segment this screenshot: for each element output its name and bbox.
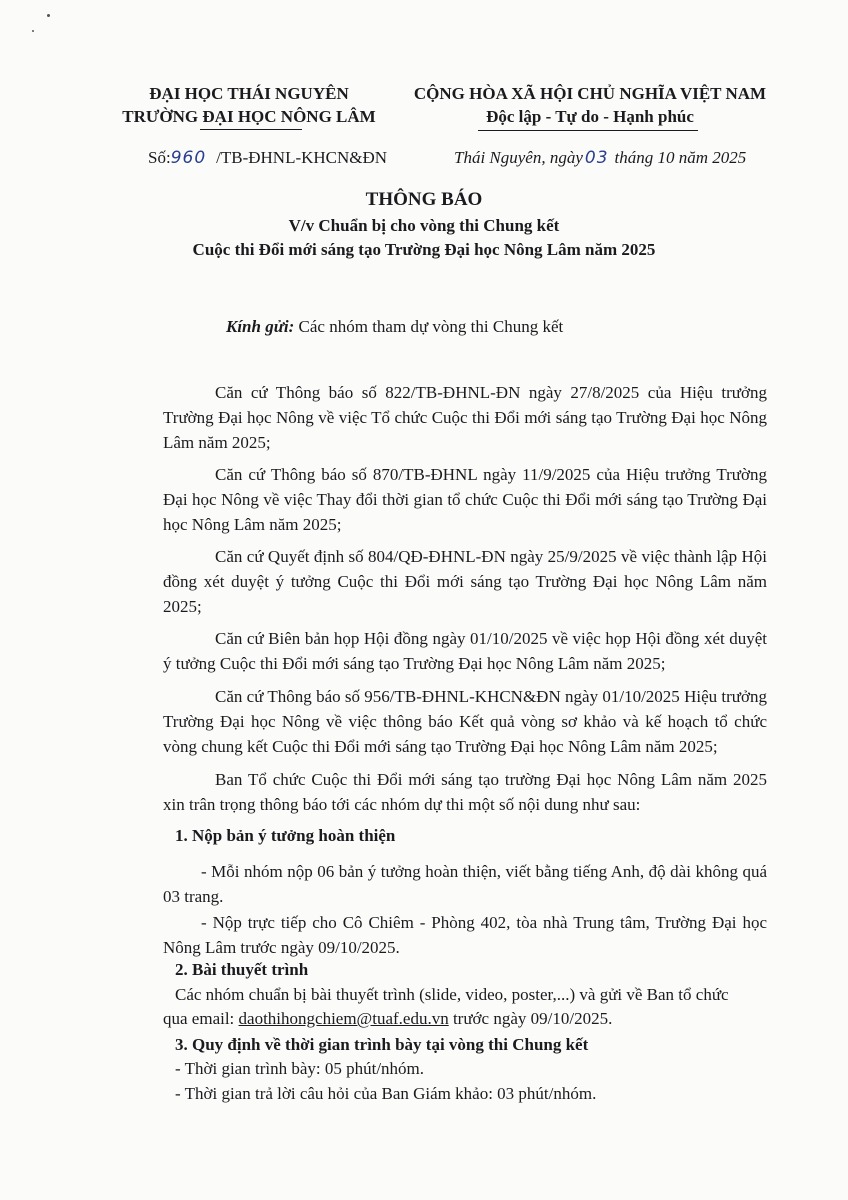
paragraph-basis-4: Căn cứ Biên bản họp Hội đồng ngày 01/10/2025 về việc họp Hội đồng xét duyệt ý tưởng Cuộc thi Đổi mới sáng tạo Trường Đại học Nông Lâm năm 2025; xyxy=(163,629,767,673)
national-title: CỘNG HÒA XÃ HỘI CHỦ NGHĨA VIỆT NAM xyxy=(413,84,767,103)
place-date-suffix: tháng 10 năm 2025 xyxy=(614,148,747,167)
paragraph-basis-5: Căn cứ Thông báo số 956/TB-ĐHNL-KHCN&ĐN ngày 01/10/2025 Hiệu trưởng Trường Đại học Nông về việc thông báo Kết quả vòng sơ khảo và kế hoạch tổ chức vòng chung kết Cuộc thi Đổi mới sáng tạo Trường Đại học Nông Lâm năm 2025; xyxy=(163,687,767,756)
org-parent: ĐẠI HỌC THÁI NGUYÊN xyxy=(149,84,349,103)
section-3-item-1: - Thời gian trình bày: 05 phút/nhóm. xyxy=(175,1059,425,1078)
section-1-heading: 1. Nộp bản ý tưởng hoàn thiện xyxy=(175,826,396,845)
email-suffix: trước ngày 09/10/2025. xyxy=(452,1009,613,1028)
org-name-underline xyxy=(200,129,302,130)
paragraph-basis-2: Căn cứ Thông báo số 870/TB-ĐHNL ngày 11/9/2025 của Hiệu trưởng Trường Đại học Nông về việc Thay đổi thời gian tổ chức Cuộc thi Đổi mới sáng tạo Trường Đại học Nông Lâm năm 2025; xyxy=(163,465,767,534)
section-3-item-2: - Thời gian trả lời câu hỏi của Ban Giám khảo: 03 phút/nhóm. xyxy=(175,1084,597,1103)
motto-underline xyxy=(478,130,698,131)
document-subject-line2: Cuộc thi Đổi mới sáng tạo Trường Đại học Nông Lâm năm 2025 xyxy=(192,240,656,259)
number-prefix: Số: xyxy=(148,148,171,167)
section-2-heading: 2. Bài thuyết trình xyxy=(175,960,309,979)
paragraph-basis-3: Căn cứ Quyết định số 804/QĐ-ĐHNL-ĐN ngày 25/9/2025 về việc thành lập Hội đồng xét duyệt ý tưởng Cuộc thi Đổi mới sáng tạo Trường Đại học Nông Lâm năm 2025; xyxy=(163,547,767,616)
section-2-line-1: Các nhóm chuẩn bị bài thuyết trình (slide, video, poster,...) và gửi về Ban tổ chức xyxy=(175,985,729,1004)
number-suffix: /TB-ĐHNL-KHCN&ĐN xyxy=(216,148,388,167)
email-link[interactable]: daothihongchiem@tuaf.edu.vn xyxy=(238,1009,449,1028)
place-date-prefix: Thái Nguyên, ngày xyxy=(454,148,583,167)
email-prefix: qua email: xyxy=(163,1009,235,1028)
handwritten-day: 03 xyxy=(584,148,609,168)
scan-speck xyxy=(32,30,34,32)
paragraph-announcement: Ban Tổ chức Cuộc thi Đổi mới sáng tạo trường Đại học Nông Lâm năm 2025 xin trân trọng thông báo tới các nhóm dự thi một số nội dung như sau: xyxy=(163,770,767,814)
section-2-line-2 xyxy=(163,1009,612,1029)
recipient-text: Các nhóm tham dự vòng thi Chung kết xyxy=(298,317,564,336)
recipient-label: Kính gửi: xyxy=(226,317,295,336)
scan-speck xyxy=(47,14,50,17)
section-3-heading: 3. Quy định về thời gian trình bày tại vòng thi Chung kết xyxy=(175,1035,589,1054)
national-motto: Độc lập - Tự do - Hạnh phúc xyxy=(486,107,694,126)
org-name: TRƯỜNG ĐẠI HỌC NÔNG LÂM xyxy=(122,107,376,126)
document-subject-line1: V/v Chuẩn bị cho vòng thi Chung kết xyxy=(288,216,560,235)
place-date xyxy=(454,148,746,168)
recipient xyxy=(226,317,563,337)
section-1-item-1: - Mỗi nhóm nộp 06 bản ý tưởng hoàn thiện, viết bằng tiếng Anh, độ dài không quá 03 trang. xyxy=(163,862,767,906)
section-1-item-2: - Nộp trực tiếp cho Cô Chiêm - Phòng 402, tòa nhà Trung tâm, Trường Đại học Nông Lâm trước ngày 09/10/2025. xyxy=(163,913,767,957)
document-title: THÔNG BÁO xyxy=(365,189,483,210)
document-number xyxy=(148,148,387,168)
paragraph-basis-1: Căn cứ Thông báo số 822/TB-ĐHNL-ĐN ngày 27/8/2025 của Hiệu trưởng Trường Đại học Nông về việc Tổ chức Cuộc thi Đổi mới sáng tạo Trường Đại học Nông Lâm năm 2025; xyxy=(163,383,767,452)
handwritten-number: 960 xyxy=(170,148,207,168)
